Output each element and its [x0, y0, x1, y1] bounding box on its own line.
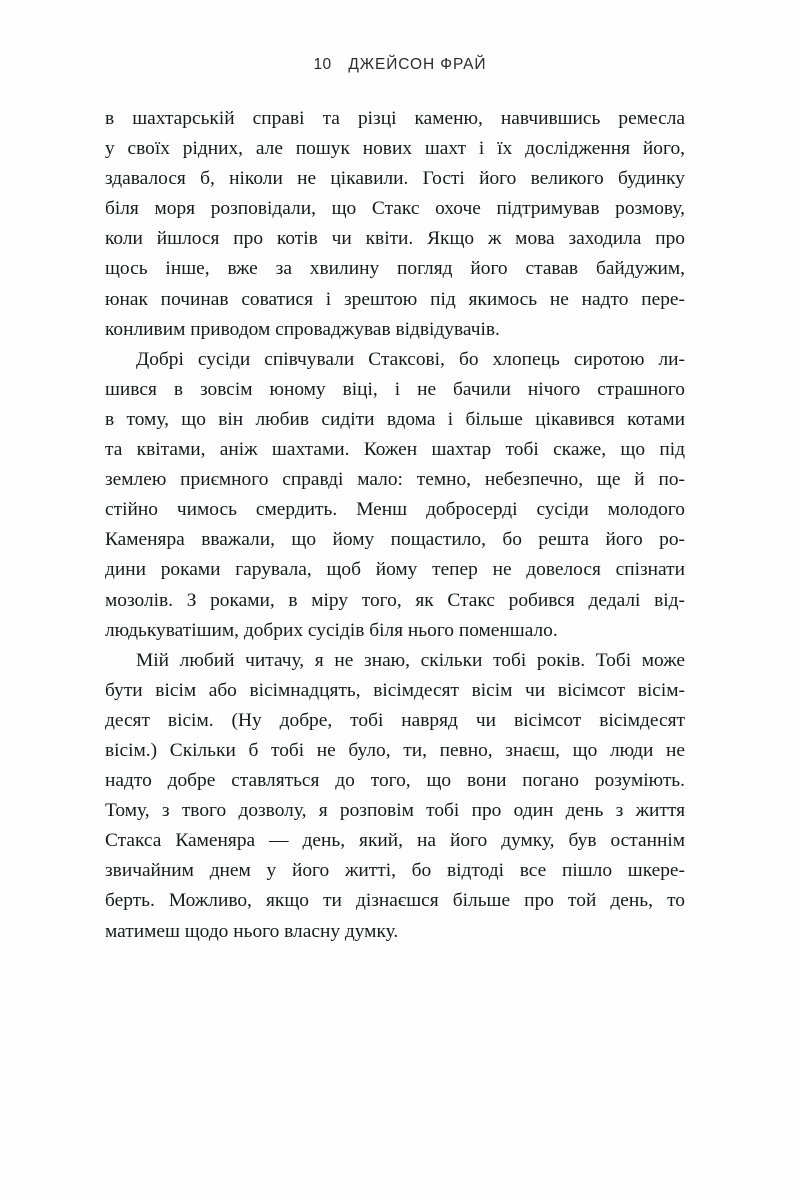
- text-line: землею приємного справді мало: темно, небезпечно, ще й по-: [105, 469, 685, 491]
- text-line: берть. Можливо, якщо ти дізнаєшся більше про той день, то: [105, 890, 685, 912]
- running-title: ДЖЕЙСОН ФРАЙ: [348, 56, 487, 73]
- text-line: в шахтарській справі та різці каменю, навчившись ремесла: [105, 108, 685, 129]
- paragraph: [105, 104, 685, 345]
- text-line: шився в зовсім юному віці, і не бачили нічого страшного: [105, 378, 685, 400]
- page-number: 10: [313, 56, 332, 73]
- text-line: Мій любий читачу, я не знаю, скільки тобі років. Тобі може: [136, 649, 685, 671]
- text-line: юнак починав соватися і зрештою під якимось не надто пере-: [105, 288, 685, 310]
- text-line: Добрі сусіди співчували Стаксові, бо хлопець сиротою ли-: [136, 348, 685, 370]
- text-line: десят вісім. (Ну добре, тобі навряд чи вісімсот вісімдесят: [105, 709, 685, 731]
- paragraph: [105, 646, 685, 947]
- text-line: у своїх рідних, але пошук нових шахт і їх дослідження його,: [105, 138, 685, 160]
- paragraph: [105, 345, 685, 646]
- text-line: конливим приводом спроваджував відвідувачів.: [105, 318, 500, 340]
- text-line: звичайним днем у його житті, бо відтоді все пішло шкере-: [105, 860, 685, 882]
- text-line: мозолів. З роками, в міру того, як Стакс робився дедалі від-: [105, 589, 685, 611]
- text-line: дини роками гарувала, щоб йому тепер не довелося спізнати: [105, 559, 685, 581]
- text-line: стійно чимось смердить. Менш добросерді сусіди молодого: [105, 499, 685, 521]
- text-line: матимеш щодо нього власну думку.: [105, 920, 399, 942]
- text-line: здавалося б, ніколи не цікавили. Гості його великого будинку: [105, 168, 685, 190]
- text-line: щось інше, вже за хвилину погляд його ставав байдужим,: [105, 258, 685, 280]
- text-line: та квітами, аніж шахтами. Кожен шахтар тобі скаже, що під: [105, 439, 685, 461]
- text-line: в тому, що він любив сидіти вдома і більше цікавився котами: [105, 408, 685, 430]
- text-line: Каменяра вважали, що йому пощастило, бо решта його ро-: [105, 529, 685, 551]
- text-line: бути вісім або вісімнадцять, вісімдесят вісім чи вісімсот вісім-: [105, 679, 685, 701]
- text-line: вісім.) Скільки б тобі не було, ти, певно, знаєш, що люди не: [105, 739, 685, 761]
- text-line: коли йшлося про котів чи квіти. Якщо ж мова заходила про: [105, 228, 685, 250]
- text-line: людькуватішим, добрих сусідів біля нього поменшало.: [105, 619, 558, 641]
- text-line: Стакса Каменяра — день, який, на його думку, був останнім: [105, 830, 685, 852]
- body-text-block: [105, 104, 685, 947]
- text-line: Тому, з твого дозволу, я розповім тобі про один день з життя: [105, 800, 685, 822]
- running-header: [0, 56, 800, 74]
- text-line: біля моря розповідали, що Стакс охоче підтримував розмову,: [105, 198, 685, 220]
- text-line: надто добре ставляться до того, що вони погано розуміють.: [105, 770, 685, 792]
